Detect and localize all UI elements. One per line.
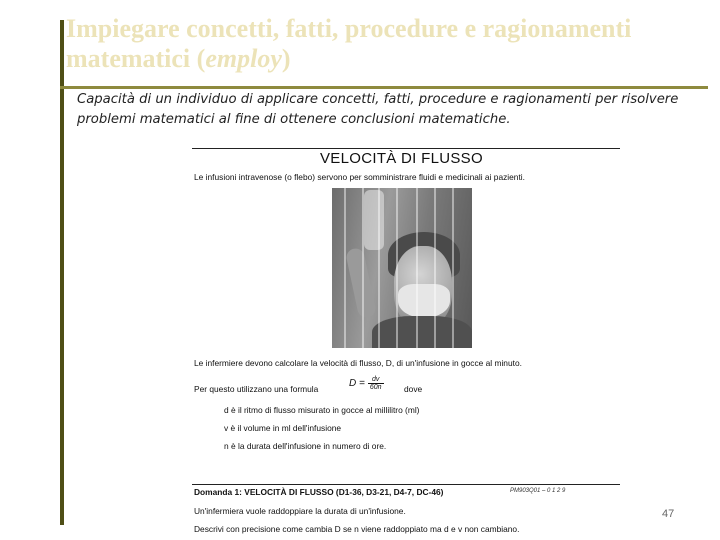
question-separator [192, 484, 620, 485]
title-emphasis: employ [205, 44, 282, 73]
question-line-1: Un'infermiera vuole raddoppiare la durata di un'infusione. [194, 506, 406, 516]
nurse-with-iv-photo [332, 188, 472, 348]
page-number: 47 [662, 508, 675, 520]
variable-n: n è la durata dell'infusione in numero di ore. [224, 441, 387, 451]
embedded-document [192, 146, 622, 540]
formula-intro: Per questo utilizzano una formula [194, 384, 319, 394]
document-top-rule [192, 148, 620, 149]
flow-formula: D = $\frac{dv}{60n}$ [349, 376, 382, 391]
document-heading: VELOCITÀ DI FLUSSO [320, 150, 483, 167]
variable-d: d è il ritmo di flusso misurato in gocce al millilitro (ml) [224, 405, 420, 415]
question-line-2: Descrivi con precisione come cambia D se n viene raddoppiato ma d e v non cambiano. [194, 524, 520, 534]
question-title: Domanda 1: VELOCITÀ DI FLUSSO (D1-36, D3-21, D4-7, DC-46) [194, 487, 444, 497]
formula-dove: dove [404, 384, 423, 394]
title-underline [60, 86, 708, 89]
slide-title: Impiegare concetti, fatti, procedure e ragionamenti matematici (employ) [66, 14, 632, 73]
slide-subtitle: Capacità di un individuo di applicare concetti, fatti, procedure e ragionamenti per risolvere problemi matematici al fine di ottenere conclusioni matematiche. [77, 92, 679, 127]
accent-bar [60, 20, 64, 525]
variable-v: v è il volume in ml dell'infusione [224, 423, 342, 433]
question-code: PM903Q01 – 0 1 2 9 [510, 488, 566, 494]
document-calc-line: Le infermiere devono calcolare la velocità di flusso, D, di un'infusione in gocce al minuto. [194, 358, 522, 368]
document-intro: Le infusioni intravenose (o flebo) servono per somministrare fluidi e medicinali ai pazienti. [194, 172, 525, 182]
